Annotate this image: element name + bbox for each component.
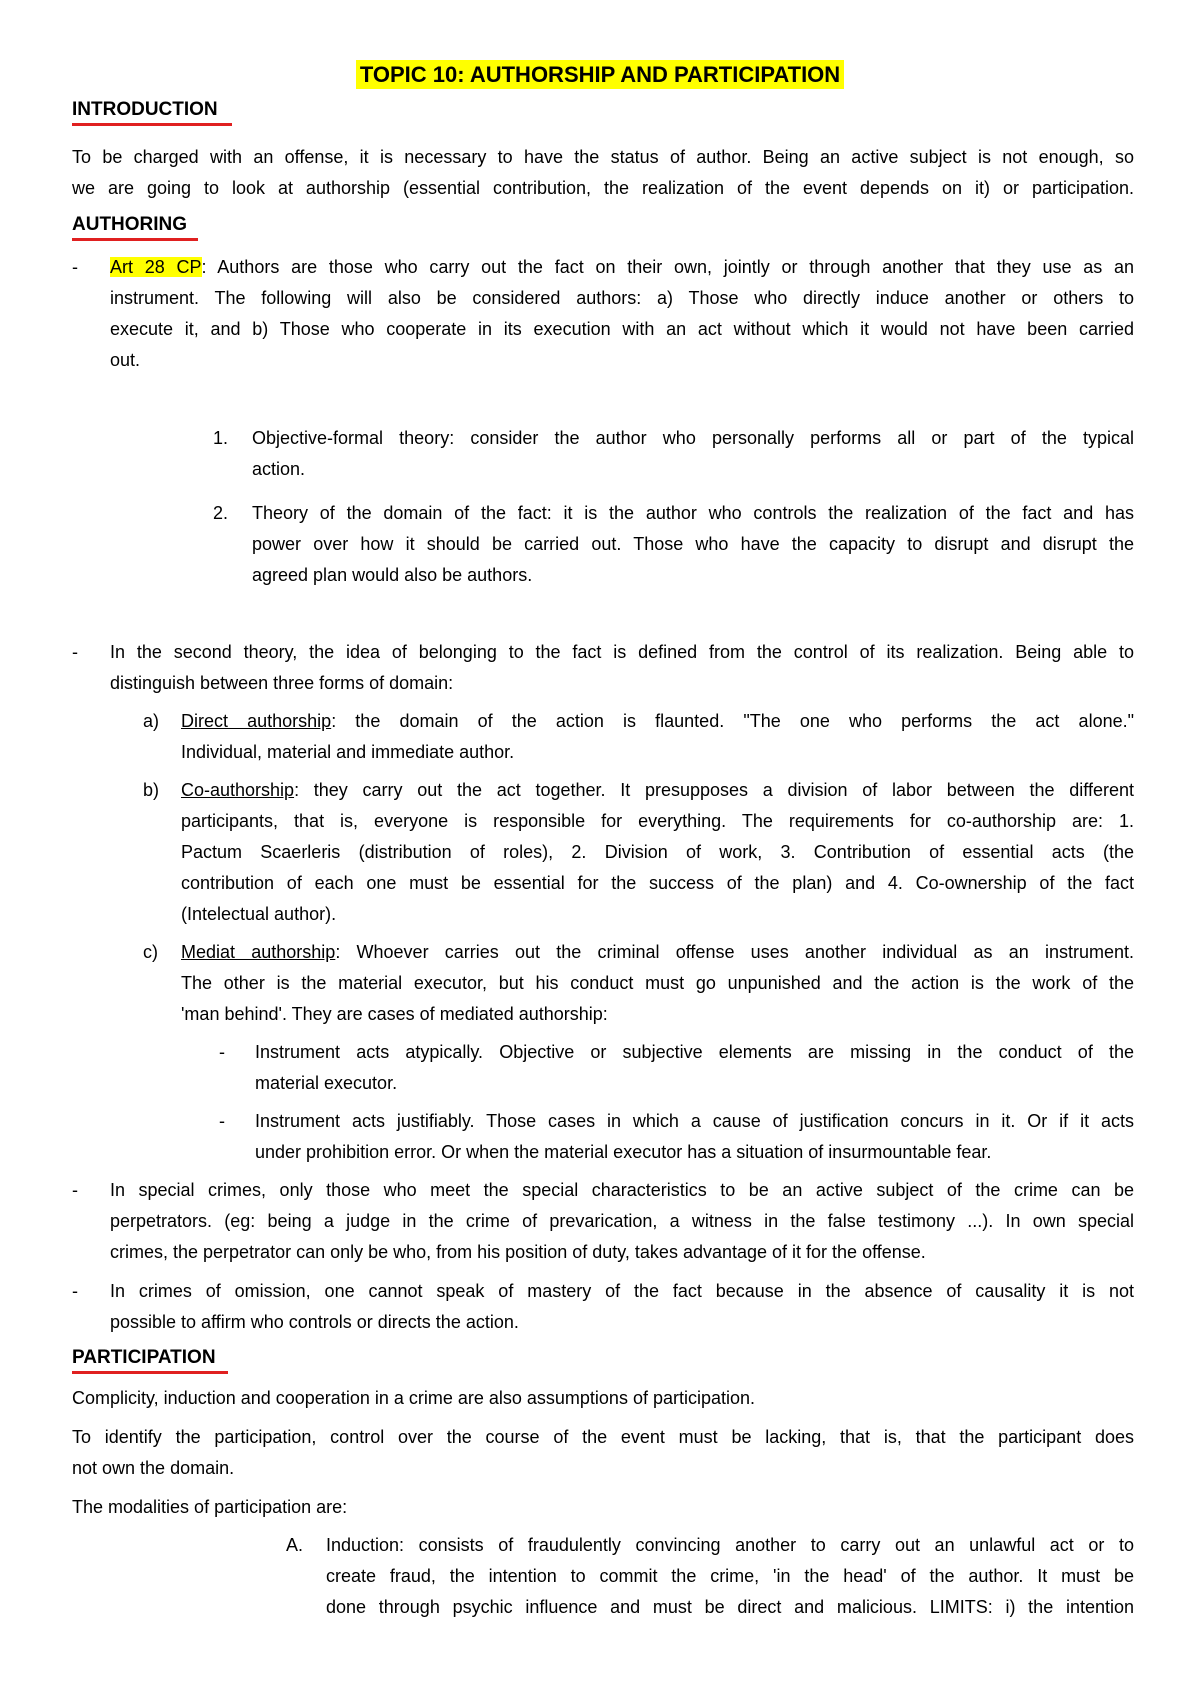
participation-paragraph: The modalities of participation are: (72, 1497, 348, 1517)
induction-line: create fraud, the intention to commit the crime, 'in the head' of the author. It must be (326, 1566, 1134, 1586)
bullet-dash: - (219, 1111, 225, 1131)
bullet-dash: - (72, 1281, 78, 1301)
art28-line-1 (110, 255, 1134, 279)
co-authorship-line: Pactum Scaerleris (distribution of roles), 2. Division of work, 3. Contribution of essential acts (the (181, 842, 1134, 862)
list-marker: b) (143, 780, 160, 800)
direct-authorship-term: Direct authorship (181, 711, 332, 731)
direct-authorship-line-1 (181, 709, 1134, 733)
art28-text: : Authors are those who carry out the fact on their own, jointly or through another that they use as an (201, 257, 1134, 277)
art28-line: instrument. The following will also be considered authors: a) Those who directly induce another or others to (110, 288, 1134, 308)
second-theory-line: In the second theory, the idea of belonging to the fact is defined from the control of its realization. Being able to (110, 642, 1134, 662)
participation-paragraph-line: not own the domain. (72, 1458, 235, 1478)
mediat-authorship-text: : Whoever carries out the criminal offense uses another individual as an instrument. (335, 942, 1134, 962)
list-marker: c) (143, 942, 158, 962)
list-marker: a) (143, 711, 160, 731)
heading-authoring-text: AUTHORING (72, 214, 188, 235)
co-authorship-term: Co-authorship (181, 780, 295, 800)
intro-line: To be charged with an offense, it is necessary to have the status of author. Being an active subject is not enough, so (72, 147, 1134, 167)
mediat-authorship-line: The other is the material executor, but his conduct must go unpunished and the action is the work of the (181, 973, 1134, 993)
title-wrap (0, 60, 1200, 90)
heading-authoring (72, 212, 187, 238)
heading-underline (72, 238, 198, 241)
mediat-authorship-term: Mediat authorship (181, 942, 336, 962)
intro-line: we are going to look at authorship (essential contribution, the realization of the event depends on it) or participation. (72, 178, 1134, 198)
participation-paragraph-line: To identify the participation, control over the course of the event must be lacking, that is, that the participant does (72, 1427, 1134, 1447)
theory-1-line: Objective-formal theory: consider the author who personally performs all or part of the typical (252, 428, 1134, 448)
induction-line: done through psychic influence and must be direct and malicious. LIMITS: i) the intention (326, 1597, 1134, 1617)
heading-participation (72, 1345, 216, 1371)
theory-2-line: Theory of the domain of the fact: it is the author who controls the realization of the fact and has (252, 503, 1134, 523)
theory-2-line: power over how it should be carried out. Those who have the capacity to disrupt and disrupt the (252, 534, 1134, 554)
heading-underline (72, 123, 232, 126)
omission-line: possible to affirm who controls or directs the action. (110, 1312, 519, 1332)
special-crimes-line: crimes, the perpetrator can only be who, from his position of duty, takes advantage of it for the offense. (110, 1242, 926, 1262)
heading-underline (72, 1371, 228, 1374)
special-crimes-line: In special crimes, only those who meet the special characteristics to be an active subject of the crime can be (110, 1180, 1134, 1200)
list-marker: A. (286, 1535, 304, 1555)
mediat-authorship-line-1 (181, 940, 1134, 964)
mediat-authorship-line: 'man behind'. They are cases of mediated authorship: (181, 1004, 608, 1024)
art28-line: execute it, and b) Those who cooperate in its execution with an act without which it would not have been carried (110, 319, 1134, 339)
bullet-dash: - (72, 257, 78, 277)
co-authorship-line: contribution of each one must be essential for the success of the plan) and 4. Co-ownership of the fact (181, 873, 1134, 893)
direct-authorship-line: Individual, material and immediate author. (181, 742, 515, 762)
co-authorship-line-1 (181, 778, 1134, 802)
second-theory-line: distinguish between three forms of domain: (110, 673, 454, 693)
art28-reference: Art 28 CP (110, 257, 202, 277)
participation-paragraph: Complicity, induction and cooperation in a crime are also assumptions of participation. (72, 1388, 756, 1408)
theory-2-line: agreed plan would also be authors. (252, 565, 533, 585)
special-crimes-line: perpetrators. (eg: being a judge in the crime of prevarication, a witness in the false testimony ...). In own special (110, 1211, 1134, 1231)
heading-introduction (72, 97, 218, 123)
co-authorship-text: : they carry out the act together. It presupposes a division of labor between the different (294, 780, 1134, 800)
bullet-dash: - (72, 642, 78, 662)
bullet-dash: - (72, 1180, 78, 1200)
list-marker: 1. (213, 428, 229, 448)
direct-authorship-text: : the domain of the action is flaunted. "The one who performs the act alone." (331, 711, 1134, 731)
heading-introduction-text: INTRODUCTION (72, 99, 218, 120)
instrument-atypical-line: Instrument acts atypically. Objective or subjective elements are missing in the conduct of the (255, 1042, 1134, 1062)
heading-participation-text: PARTICIPATION (72, 1347, 216, 1368)
instrument-atypical-line: material executor. (255, 1073, 398, 1093)
co-authorship-line: (Intelectual author). (181, 904, 337, 924)
art28-line: out. (110, 350, 141, 370)
instrument-justifiable-line: Instrument acts justifiably. Those cases in which a cause of justification concurs in it. Or if it acts (255, 1111, 1134, 1131)
omission-line: In crimes of omission, one cannot speak of mastery of the fact because in the absence of causality it is not (110, 1281, 1134, 1301)
co-authorship-line: participants, that is, everyone is responsible for everything. The requirements for co-authorship are: 1. (181, 811, 1134, 831)
instrument-justifiable-line: under prohibition error. Or when the material executor has a situation of insurmountable fear. (255, 1142, 992, 1162)
list-marker: 2. (213, 503, 229, 523)
theory-1-line: action. (252, 459, 306, 479)
bullet-dash: - (219, 1042, 225, 1062)
page-title: TOPIC 10: AUTHORSHIP AND PARTICIPATION (356, 60, 844, 89)
induction-line: Induction: consists of fraudulently convincing another to carry out an unlawful act or to (326, 1535, 1134, 1555)
